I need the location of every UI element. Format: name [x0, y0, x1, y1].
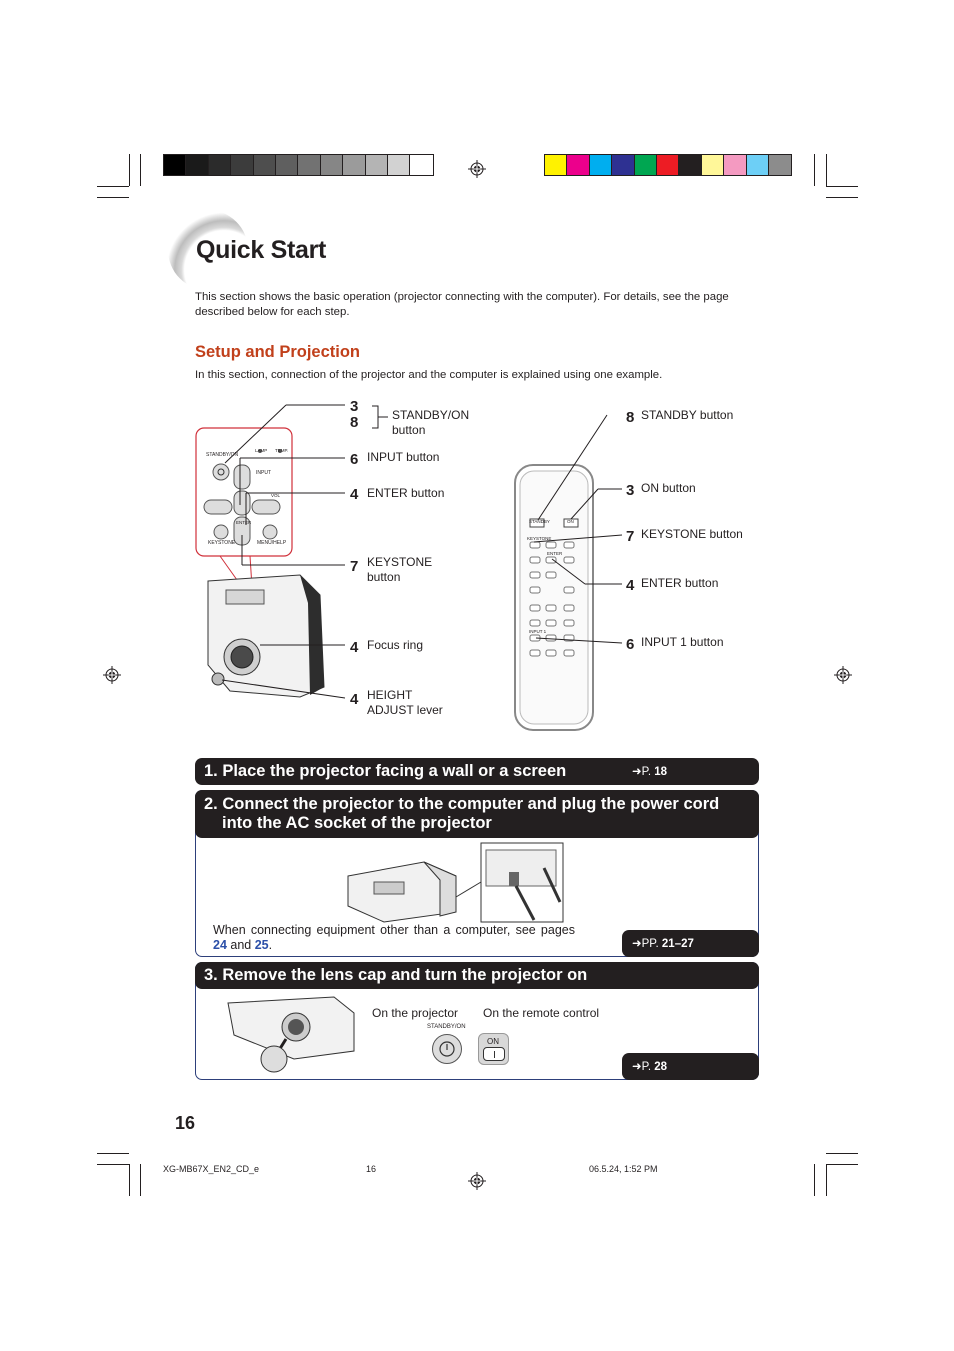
crop-mark — [129, 154, 130, 186]
color-swatch — [567, 155, 589, 175]
color-swatch — [321, 155, 343, 175]
color-swatch — [388, 155, 410, 175]
remote-label-on: ON — [567, 519, 574, 524]
crop-mark — [97, 1153, 129, 1154]
color-swatch — [276, 155, 298, 175]
crop-mark — [826, 197, 858, 198]
callout-label-enter: ENTER button — [367, 486, 445, 500]
color-swatch — [298, 155, 320, 175]
callout-label-keystone: KEYSTONE button — [367, 555, 433, 584]
callout-number: 7 — [626, 528, 635, 545]
crop-mark — [140, 1164, 141, 1196]
step-1-bar — [195, 758, 759, 785]
crop-mark — [140, 154, 141, 186]
step-2-bar — [195, 790, 759, 838]
color-calibration-bar — [544, 154, 792, 176]
page-link-25[interactable]: 25 — [254, 938, 269, 952]
step-2-title-line2: into the AC socket of the projector — [222, 814, 492, 832]
crop-mark — [826, 1164, 858, 1165]
registration-mark-icon — [834, 666, 852, 684]
panel-label-keystone: KEYSTONE — [208, 540, 236, 546]
color-swatch — [231, 155, 253, 175]
power-icon — [433, 1035, 461, 1063]
registration-mark-icon — [103, 666, 121, 684]
step-2-page-ref: ➜PP. 21–27 — [632, 938, 694, 950]
lens-cap-illustration — [224, 995, 358, 1075]
color-swatch — [209, 155, 231, 175]
crop-mark — [97, 197, 129, 198]
color-swatch — [254, 155, 276, 175]
color-swatch — [702, 155, 724, 175]
color-swatch — [545, 155, 567, 175]
color-swatch — [747, 155, 769, 175]
arrow-right-icon: ➜ — [632, 938, 642, 950]
step-2-ref-tab — [622, 930, 759, 957]
color-swatch — [410, 155, 432, 175]
crop-mark — [97, 186, 129, 187]
crop-mark — [814, 1164, 815, 1196]
connection-illustration — [344, 842, 566, 924]
callout-label-height-adjust: HEIGHT ADJUST lever — [367, 688, 443, 717]
callout-number: 7 — [350, 558, 359, 575]
callout-number: 3 — [626, 482, 635, 499]
panel-label-enter: ENTER — [236, 520, 252, 525]
page-number: 16 — [175, 1113, 196, 1133]
section-heading: Setup and Projection — [195, 343, 361, 361]
setup-illustration — [190, 395, 770, 735]
callout-label-focus-ring: Focus ring — [367, 638, 424, 652]
crop-mark — [826, 154, 827, 186]
on-button-key — [483, 1047, 505, 1061]
step-2-note: When connecting equipment other than a computer, see pages 24 and 25. — [213, 923, 575, 952]
step-2-title-line1: 2. Connect the projector to the computer and plug the power cord — [204, 795, 720, 813]
footer-page: 16 — [366, 1164, 377, 1174]
step-3-bar — [195, 962, 759, 989]
crop-mark — [826, 1153, 858, 1154]
crop-mark — [129, 1164, 130, 1196]
arrow-right-icon: ➜ — [632, 766, 642, 778]
remote-label-enter: ENTER — [547, 551, 563, 556]
standby-on-caption: STANDBY/ON — [427, 1024, 466, 1030]
callout-number: 6 — [350, 451, 359, 468]
crop-mark — [97, 1164, 129, 1165]
crop-mark — [826, 186, 858, 187]
callout-label-input: INPUT button — [367, 450, 440, 464]
step-1-page-ref: ➜P. 18 — [632, 766, 668, 778]
panel-label-menu-help: MENU/HELP — [257, 540, 287, 546]
callout-label-enter-remote: ENTER button — [641, 576, 719, 590]
callout-number: 8 — [626, 409, 635, 426]
callout-label-input1: INPUT 1 button — [641, 635, 724, 649]
section-intro-text: In this section, connection of the projector and the computer is explained using one example. — [195, 369, 663, 381]
callout-label-on: ON button — [641, 481, 696, 495]
intro-text: This section shows the basic operation (projector connecting with the computer). For details, see the page described below for each step. — [195, 291, 729, 318]
footer-date: 06.5.24, 1:52 PM — [589, 1164, 658, 1174]
standby-on-button — [432, 1034, 462, 1064]
callout-number: 6 — [626, 636, 635, 653]
remote-label-input1: INPUT 1 — [529, 629, 547, 634]
callout-number: 4 — [350, 486, 359, 503]
color-swatch — [164, 155, 186, 175]
color-swatch — [769, 155, 791, 175]
crop-mark — [826, 1164, 827, 1196]
page-title: Quick Start — [196, 236, 327, 264]
panel-label-lamp: LAMP — [255, 448, 268, 453]
callout-label-standby: STANDBY button — [641, 408, 734, 422]
color-swatch — [657, 155, 679, 175]
color-swatch — [724, 155, 746, 175]
color-swatch — [343, 155, 365, 175]
color-swatch — [186, 155, 208, 175]
step-1-title: 1. Place the projector facing a wall or a screen — [204, 762, 567, 780]
callout-label-keystone-remote: KEYSTONE button — [641, 527, 743, 541]
gray-calibration-bar — [163, 154, 434, 176]
remote-label-standby: STANDBY — [529, 519, 550, 524]
page-link-24[interactable]: 24 — [213, 938, 227, 952]
callout-number: 4 — [626, 577, 635, 594]
callout-number: 3 8 — [350, 398, 359, 431]
color-swatch — [612, 155, 634, 175]
panel-label-vol: VOL — [271, 493, 281, 498]
panel-label-standby-on: STANDBY/ON — [206, 452, 239, 458]
registration-mark-icon — [468, 160, 486, 178]
footer-file: XG-MB67X_EN2_CD_e — [163, 1164, 260, 1174]
crop-mark — [814, 154, 815, 186]
panel-label-temp: TEMP. — [275, 448, 289, 453]
callout-label-standby-on: STANDBY/ON button — [392, 408, 470, 437]
on-remote-label: On the remote control — [483, 1006, 600, 1020]
callout-number: 4 — [350, 691, 359, 708]
remote-label-keystone: KEYSTONE — [527, 536, 552, 541]
on-projector-label: On the projector — [372, 1006, 459, 1020]
registration-mark-icon — [468, 1172, 486, 1190]
step-3-ref-tab — [622, 1053, 759, 1080]
arrow-right-icon: ➜ — [632, 1061, 642, 1073]
panel-label-input: INPUT — [256, 470, 271, 476]
color-swatch — [366, 155, 388, 175]
step-3-title: 3. Remove the lens cap and turn the projector on — [204, 966, 588, 984]
callout-number: 4 — [350, 639, 359, 656]
color-swatch — [590, 155, 612, 175]
color-swatch — [679, 155, 701, 175]
color-swatch — [635, 155, 657, 175]
on-button: ON — [478, 1033, 509, 1065]
step-3-page-ref: ➜P. 28 — [632, 1061, 668, 1073]
